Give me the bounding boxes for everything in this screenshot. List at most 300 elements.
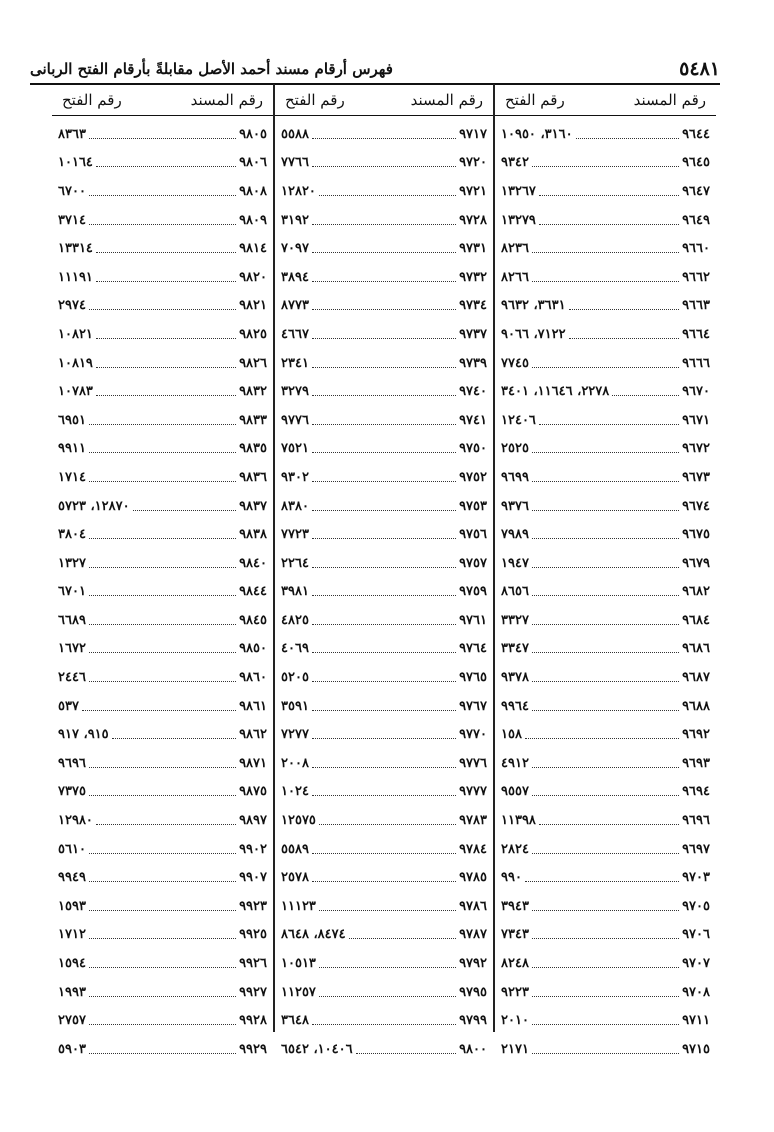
fath-number: ٢٥٧٨ xyxy=(281,870,309,886)
fath-number: ٢٧٥٧ xyxy=(58,1013,86,1029)
musnad-number: ٩٦٨٧ xyxy=(682,670,710,686)
index-entry-row xyxy=(275,806,493,835)
musnad-number: ٩٩٢٣ xyxy=(239,898,267,914)
dot-leader xyxy=(532,767,679,768)
dot-leader xyxy=(89,767,236,768)
dot-leader xyxy=(349,938,456,939)
musnad-number: ٩٩٢٥ xyxy=(239,927,267,943)
index-entry-row xyxy=(275,1035,493,1064)
index-entry-row xyxy=(495,492,716,521)
dot-leader xyxy=(532,510,679,511)
index-entry-row xyxy=(52,606,273,635)
musnad-number: ٩٨٠٨ xyxy=(239,183,267,199)
fath-number: ٣٥٩١ xyxy=(281,698,309,714)
fath-number: ١٠١٦٤ xyxy=(58,155,93,171)
musnad-number: ٩٦٨٤ xyxy=(682,612,710,628)
musnad-number: ٩٨٥٠ xyxy=(239,641,267,657)
index-entry-row xyxy=(495,349,716,378)
dot-leader xyxy=(312,395,456,396)
index-entry-row xyxy=(52,692,273,721)
fath-number: ١٢٩٨٠ xyxy=(58,813,93,829)
dot-leader xyxy=(532,996,679,997)
index-entry-row xyxy=(275,320,493,349)
header-musnad-label: رقم المسند xyxy=(633,90,706,109)
fath-number: ٣٧١٤ xyxy=(58,212,86,228)
fath-number: ٤٩١٢ xyxy=(501,755,529,771)
dot-leader xyxy=(312,595,456,596)
fath-number: ٦٧٠٠ xyxy=(58,183,86,199)
index-entry-row xyxy=(495,606,716,635)
musnad-number: ٩٦٨٦ xyxy=(682,641,710,657)
index-entry-row xyxy=(52,292,273,321)
fath-number: ٢٥٢٥ xyxy=(501,441,529,457)
index-entry-row xyxy=(495,635,716,664)
dot-leader xyxy=(312,252,456,253)
index-entry-row xyxy=(495,292,716,321)
index-entry-row xyxy=(275,120,493,149)
dot-leader xyxy=(312,367,456,368)
musnad-number: ٩٨٤٤ xyxy=(239,584,267,600)
dot-leader xyxy=(532,710,679,711)
musnad-number: ٩٧٩٩ xyxy=(459,1013,487,1029)
dot-leader xyxy=(312,853,456,854)
index-entry-row xyxy=(275,206,493,235)
fath-number: ٧٩٨٩ xyxy=(501,527,529,543)
dot-leader xyxy=(532,910,679,911)
fath-number: ٣٢٧٩ xyxy=(281,384,309,400)
dot-leader xyxy=(319,195,456,196)
index-entry-row xyxy=(52,635,273,664)
musnad-number: ٩٧١١ xyxy=(682,1013,710,1029)
dot-leader xyxy=(96,395,236,396)
index-entry-row xyxy=(52,921,273,950)
musnad-number: ٩٨٧١ xyxy=(239,755,267,771)
fath-number: ١٠٥١٣ xyxy=(281,956,316,972)
fath-number: ١٢٨٢٠ xyxy=(281,183,316,199)
fath-number: ٢٢٧٨، ١١٦٤٦، ٣٤٠١ xyxy=(501,384,610,400)
index-entry-row xyxy=(275,978,493,1007)
fath-number: ٨٣٦٣ xyxy=(58,126,86,142)
musnad-number: ٩٨٠٥ xyxy=(239,126,267,142)
fath-number: ١١١٩١ xyxy=(58,269,93,285)
index-entry-row xyxy=(52,120,273,149)
musnad-number: ٩٩٠٢ xyxy=(239,841,267,857)
fath-number: ١٠٨١٩ xyxy=(58,355,93,371)
fath-number: ٢٤٤٦ xyxy=(58,670,86,686)
dot-leader xyxy=(89,452,236,453)
dot-leader xyxy=(89,1053,236,1054)
index-entry-row xyxy=(275,149,493,178)
dot-leader xyxy=(312,338,456,339)
fath-number: ٨٢٦٦ xyxy=(501,269,529,285)
fath-number: ١٠٧٨٣ xyxy=(58,384,93,400)
musnad-number: ٩٨٣٣ xyxy=(239,412,267,428)
dot-leader xyxy=(96,824,236,825)
dot-leader xyxy=(525,881,679,882)
fath-number: ١٣٢٧٩ xyxy=(501,212,536,228)
index-entry-row xyxy=(52,720,273,749)
index-entry-row xyxy=(495,949,716,978)
musnad-number: ٩٨٧٥ xyxy=(239,784,267,800)
fath-number: ٢٩٧٤ xyxy=(58,298,86,314)
dot-leader xyxy=(312,1024,456,1025)
musnad-number: ٩٦٦٠ xyxy=(682,241,710,257)
dot-leader xyxy=(532,538,679,539)
index-entry-row xyxy=(275,692,493,721)
fath-number: ٩٩٦٤ xyxy=(501,698,529,714)
header-fath-label: رقم الفتح xyxy=(62,90,122,109)
dot-leader xyxy=(89,652,236,653)
index-column-2 xyxy=(273,84,495,1057)
dot-leader xyxy=(539,424,679,425)
dot-leader xyxy=(312,710,456,711)
dot-leader xyxy=(532,281,679,282)
dot-leader xyxy=(319,996,456,997)
dot-leader xyxy=(312,224,456,225)
index-entry-row xyxy=(495,234,716,263)
dot-leader xyxy=(532,1024,679,1025)
musnad-number: ٩٦٤٩ xyxy=(682,212,710,228)
dot-leader xyxy=(319,967,456,968)
musnad-number: ٩٦٨٢ xyxy=(682,584,710,600)
dot-leader xyxy=(89,224,236,225)
dot-leader xyxy=(312,767,456,768)
dot-leader xyxy=(89,481,236,482)
dot-leader xyxy=(312,652,456,653)
index-entry-row xyxy=(495,377,716,406)
fath-number: ٣٦٣١، ٩٦٣٢ xyxy=(501,298,566,314)
index-entry-row xyxy=(52,206,273,235)
index-entry-row xyxy=(495,149,716,178)
rows xyxy=(495,116,716,1064)
fath-number: ٥٦١٠ xyxy=(58,841,86,857)
dot-leader xyxy=(356,1053,456,1054)
fath-number: ٩٣٤٢ xyxy=(501,155,529,171)
musnad-number: ٩٨٠٠ xyxy=(459,1041,487,1057)
dot-leader xyxy=(89,624,236,625)
musnad-number: ٩٦٦٤ xyxy=(682,326,710,342)
index-entry-row xyxy=(52,149,273,178)
column-header xyxy=(52,84,273,116)
dot-leader xyxy=(532,681,679,682)
fath-number: ٦٦٨٩ xyxy=(58,612,86,628)
fath-number: ١١٢٥٧ xyxy=(281,984,316,1000)
index-entry-row xyxy=(52,520,273,549)
fath-number: ٥٣٧ xyxy=(58,698,79,714)
fath-number: ١٩٩٣ xyxy=(58,984,86,1000)
fath-number: ٣١٩٢ xyxy=(281,212,309,228)
musnad-number: ٩٧١٧ xyxy=(459,126,487,142)
musnad-number: ٩٧٢٠ xyxy=(459,155,487,171)
page-number: ٥٤٨١ xyxy=(679,58,720,80)
dot-leader xyxy=(532,452,679,453)
musnad-number: ٩٦٦٢ xyxy=(682,269,710,285)
fath-number: ٢٨٢٤ xyxy=(501,841,529,857)
fath-number: ٧٠٩٧ xyxy=(281,241,309,257)
fath-number: ٧٣٤٣ xyxy=(501,927,529,943)
musnad-number: ٩٦٧٠ xyxy=(682,384,710,400)
dot-leader xyxy=(89,195,236,196)
fath-number: ٨٧٧٣ xyxy=(281,298,309,314)
index-entry-row xyxy=(495,749,716,778)
dot-leader xyxy=(96,252,236,253)
index-entry-row xyxy=(52,1006,273,1035)
index-entry-row xyxy=(52,492,273,521)
index-entry-row xyxy=(52,749,273,778)
index-column-1 xyxy=(495,84,716,1057)
musnad-number: ٩٦٧٩ xyxy=(682,555,710,571)
musnad-number: ٩٦٧٣ xyxy=(682,469,710,485)
page-header xyxy=(30,55,720,85)
index-entry-row xyxy=(275,578,493,607)
fath-number: ١٠٢٤ xyxy=(281,784,309,800)
musnad-number: ٩٧٥٢ xyxy=(459,469,487,485)
dot-leader xyxy=(576,138,679,139)
index-entry-row xyxy=(495,835,716,864)
fath-number: ١٧١٤ xyxy=(58,469,86,485)
fath-number: ٧٥٢١ xyxy=(281,441,309,457)
musnad-number: ٩٧٥٧ xyxy=(459,555,487,571)
musnad-number: ٩٧٥٩ xyxy=(459,584,487,600)
musnad-number: ٩٧٣١ xyxy=(459,241,487,257)
fath-number: ٢٠٠٨ xyxy=(281,755,309,771)
dot-leader xyxy=(89,996,236,997)
fath-number: ٤٦٦٧ xyxy=(281,326,309,342)
dot-leader xyxy=(96,338,236,339)
fath-number: ١٥٩٤ xyxy=(58,956,86,972)
musnad-number: ٩٨٤٥ xyxy=(239,612,267,628)
dot-leader xyxy=(532,1053,679,1054)
rows xyxy=(275,116,493,1064)
musnad-number: ٩٧٠٣ xyxy=(682,870,710,886)
fath-number: ٥٥٨٨ xyxy=(281,126,309,142)
fath-number: ١١١٢٣ xyxy=(281,898,316,914)
dot-leader xyxy=(96,281,236,282)
index-entry-row xyxy=(495,806,716,835)
fath-number: ٣٩٤٣ xyxy=(501,898,529,914)
index-entry-row xyxy=(52,463,273,492)
index-entry-row xyxy=(52,377,273,406)
fath-number: ٧٧٤٥ xyxy=(501,355,529,371)
dot-leader xyxy=(312,738,456,739)
index-entry-row xyxy=(495,263,716,292)
musnad-number: ٩٨٠٦ xyxy=(239,155,267,171)
index-entry-row xyxy=(495,863,716,892)
index-entry-row xyxy=(495,435,716,464)
fath-number: ٩٢٢٣ xyxy=(501,984,529,1000)
column-header xyxy=(275,84,493,116)
dot-leader xyxy=(532,166,679,167)
index-entry-row xyxy=(275,234,493,263)
musnad-number: ٩٧٩٢ xyxy=(459,956,487,972)
dot-leader xyxy=(532,624,679,625)
musnad-number: ٩٨٢٠ xyxy=(239,269,267,285)
index-columns xyxy=(52,84,716,1057)
index-entry-row xyxy=(495,1035,716,1064)
musnad-number: ٩٧٨٥ xyxy=(459,870,487,886)
fath-number: ٧٧٦٦ xyxy=(281,155,309,171)
fath-number: ١٥٨ xyxy=(501,727,522,743)
dot-leader xyxy=(539,224,679,225)
dot-leader xyxy=(133,510,236,511)
musnad-number: ٩٨٦١ xyxy=(239,698,267,714)
fath-number: ٨٤٧٤، ٨٦٤٨ xyxy=(281,927,346,943)
index-entry-row xyxy=(52,578,273,607)
index-entry-row xyxy=(52,863,273,892)
fath-number: ٣٨٠٤ xyxy=(58,527,86,543)
dot-leader xyxy=(312,510,456,511)
dot-leader xyxy=(569,338,679,339)
header-musnad-label: رقم المسند xyxy=(410,90,483,109)
fath-number: ٣٦٤٨ xyxy=(281,1013,309,1029)
index-entry-row xyxy=(495,921,716,950)
index-entry-row xyxy=(275,720,493,749)
index-entry-row xyxy=(52,806,273,835)
musnad-number: ٩٧٣٩ xyxy=(459,355,487,371)
musnad-number: ٩٨١٤ xyxy=(239,241,267,257)
musnad-number: ٩٩٢٦ xyxy=(239,956,267,972)
musnad-number: ٩٧٠٥ xyxy=(682,898,710,914)
musnad-number: ٩٨٣٥ xyxy=(239,441,267,457)
musnad-number: ٩٧٥٠ xyxy=(459,441,487,457)
musnad-number: ٩٦٩٦ xyxy=(682,813,710,829)
dot-leader xyxy=(319,824,456,825)
index-entry-row xyxy=(275,492,493,521)
index-entry-row xyxy=(495,320,716,349)
musnad-number: ٩٨٣٢ xyxy=(239,384,267,400)
index-entry-row xyxy=(495,778,716,807)
musnad-number: ٩٧٣٧ xyxy=(459,326,487,342)
index-entry-row xyxy=(52,177,273,206)
fath-number: ٨٣٨٠ xyxy=(281,498,309,514)
dot-leader xyxy=(312,138,456,139)
fath-number: ٢١٧١ xyxy=(501,1041,529,1057)
fath-number: ٧٢٧٧ xyxy=(281,727,309,743)
header-title: فهرس أرقام مسند أحمد الأصل مقابلةً بأرقام الفتح الربانى xyxy=(30,60,393,78)
dot-leader xyxy=(96,166,236,167)
fath-number: ١٧١٢ xyxy=(58,927,86,943)
dot-leader xyxy=(312,281,456,282)
index-entry-row xyxy=(52,949,273,978)
musnad-number: ٩٧٨٤ xyxy=(459,841,487,857)
index-entry-row xyxy=(52,349,273,378)
musnad-number: ٩٧٢١ xyxy=(459,183,487,199)
index-column-3 xyxy=(52,84,273,1057)
musnad-number: ٩٦٨٨ xyxy=(682,698,710,714)
musnad-number: ٩٧٥٦ xyxy=(459,527,487,543)
musnad-number: ٩٩٢٨ xyxy=(239,1013,267,1029)
fath-number: ١٣٢٧ xyxy=(58,555,86,571)
fath-number: ١٠٤٠٦، ٦٥٤٢ xyxy=(281,1041,353,1057)
fath-number: ١١٣٩٨ xyxy=(501,813,536,829)
musnad-number: ٩٦٦٦ xyxy=(682,355,710,371)
musnad-number: ٩٨٢٥ xyxy=(239,326,267,342)
index-entry-row xyxy=(275,606,493,635)
musnad-number: ٩٧٦٤ xyxy=(459,641,487,657)
index-entry-row xyxy=(275,1006,493,1035)
index-entry-row xyxy=(495,978,716,1007)
musnad-number: ٩٨٠٩ xyxy=(239,212,267,228)
musnad-number: ٩٦٩٢ xyxy=(682,727,710,743)
musnad-number: ٩٦٩٧ xyxy=(682,841,710,857)
index-entry-row xyxy=(52,234,273,263)
musnad-number: ٩٧٧٦ xyxy=(459,755,487,771)
fath-number: ١٥٩٣ xyxy=(58,898,86,914)
musnad-number: ٩٦٤٥ xyxy=(682,155,710,171)
musnad-number: ٩٦٧٥ xyxy=(682,527,710,543)
dot-leader xyxy=(89,795,236,796)
fath-number: ٥٢٠٥ xyxy=(281,670,309,686)
musnad-number: ٩٧٦٥ xyxy=(459,670,487,686)
index-entry-row xyxy=(495,206,716,235)
musnad-number: ٩٧٠٦ xyxy=(682,927,710,943)
index-entry-row xyxy=(495,692,716,721)
index-entry-row xyxy=(275,292,493,321)
musnad-number: ٩٧٣٤ xyxy=(459,298,487,314)
fath-number: ٩٩١١ xyxy=(58,441,86,457)
musnad-number: ٩٧٢٨ xyxy=(459,212,487,228)
fath-number: ٩٦٩٩ xyxy=(501,469,529,485)
fath-number: ٧٣٧٥ xyxy=(58,784,86,800)
fath-number: ١٦٧٢ xyxy=(58,641,86,657)
musnad-number: ٩٧٩٥ xyxy=(459,984,487,1000)
column-header xyxy=(495,84,716,116)
index-entry-row xyxy=(495,578,716,607)
musnad-number: ٩٨٤٠ xyxy=(239,555,267,571)
fath-number: ٥٩٠٣ xyxy=(58,1041,86,1057)
fath-number: ٩٣٠٢ xyxy=(281,469,309,485)
index-entry-row xyxy=(275,635,493,664)
dot-leader xyxy=(319,910,456,911)
fath-number: ٧٧٢٣ xyxy=(281,527,309,543)
musnad-number: ٩٧٨٣ xyxy=(459,813,487,829)
musnad-number: ٩٦٤٧ xyxy=(682,183,710,199)
dot-leader xyxy=(89,910,236,911)
musnad-number: ٩٦٤٤ xyxy=(682,126,710,142)
musnad-number: ٩٨٩٧ xyxy=(239,813,267,829)
fath-number: ٢٣٤١ xyxy=(281,355,309,371)
index-entry-row xyxy=(52,978,273,1007)
index-entry-row xyxy=(495,720,716,749)
fath-number: ٩١٥، ٩١٧ xyxy=(58,727,109,743)
musnad-number: ٩٨٣٨ xyxy=(239,527,267,543)
dot-leader xyxy=(112,738,236,739)
dot-leader xyxy=(312,681,456,682)
dot-leader xyxy=(312,424,456,425)
dot-leader xyxy=(312,309,456,310)
index-entry-row xyxy=(275,177,493,206)
dot-leader xyxy=(312,452,456,453)
dot-leader xyxy=(96,367,236,368)
index-entry-row xyxy=(275,406,493,435)
musnad-number: ٩٩٠٧ xyxy=(239,870,267,886)
dot-leader xyxy=(539,824,679,825)
index-entry-row xyxy=(495,1006,716,1035)
index-entry-row xyxy=(275,778,493,807)
index-entry-row xyxy=(495,463,716,492)
dot-leader xyxy=(89,424,236,425)
dot-leader xyxy=(312,795,456,796)
index-entry-row xyxy=(275,892,493,921)
index-entry-row xyxy=(495,892,716,921)
index-entry-row xyxy=(52,320,273,349)
dot-leader xyxy=(539,195,679,196)
fath-number: ٩٥٥٧ xyxy=(501,784,529,800)
dot-leader xyxy=(532,853,679,854)
dot-leader xyxy=(525,738,679,739)
dot-leader xyxy=(532,938,679,939)
dot-leader xyxy=(89,138,236,139)
